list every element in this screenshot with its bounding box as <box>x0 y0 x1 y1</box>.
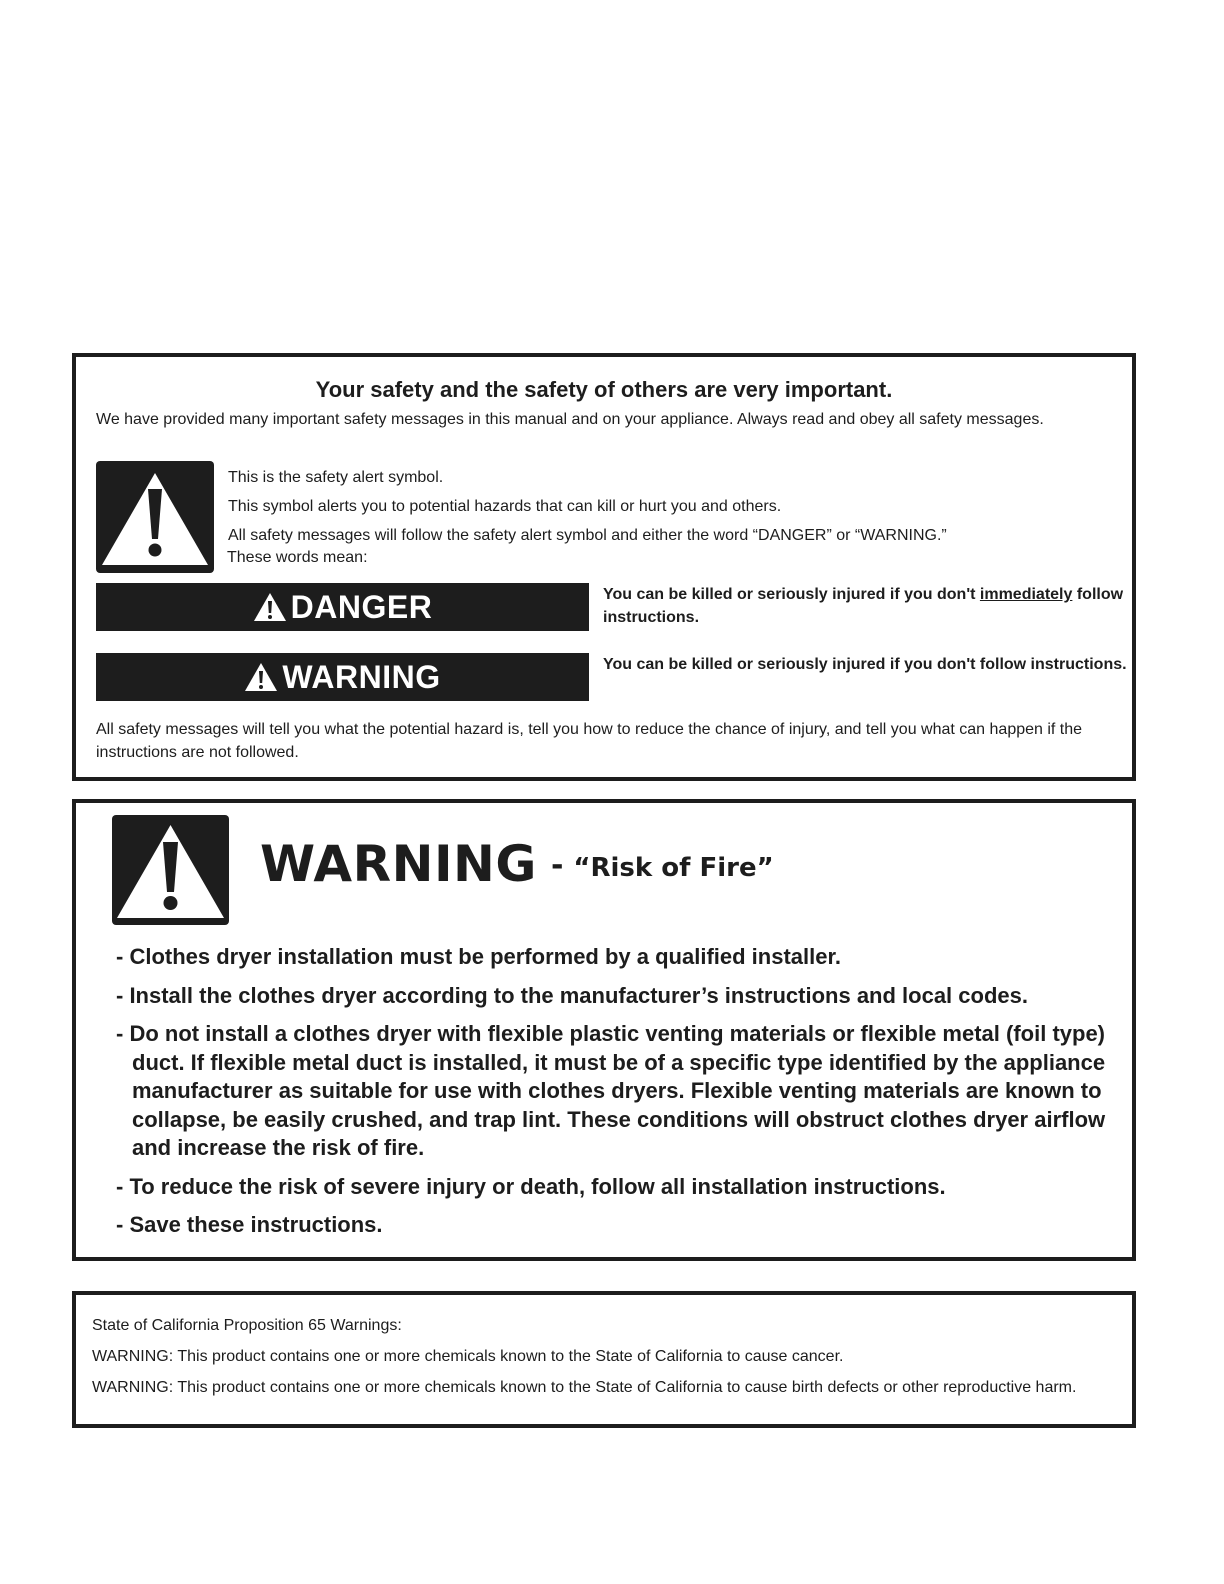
safety-info-box <box>72 353 1136 781</box>
fire-warning-box <box>72 799 1136 1261</box>
safety-intro: We have provided many important safety messages in this manual and on your appliance. Always read and obey all safety messages. <box>96 411 1044 428</box>
prop65-heading: State of California Proposition 65 Warnings: <box>92 1317 402 1334</box>
safety-title: Your safety and the safety of others are very important. <box>315 377 893 402</box>
danger-description <box>603 583 1128 629</box>
danger-signal-bar <box>96 583 589 631</box>
symbol-line-1: This is the safety alert symbol. <box>228 469 444 486</box>
list-item: - Clothes dryer installation must be performed by a qualified installer. <box>116 944 841 969</box>
symbol-line-3: All safety messages will follow the safety alert symbol and either the word “DANGER” or “WARNING.” <box>228 527 947 544</box>
safety-outro: All safety messages will tell you what the potential hazard is, tell you how to reduce the chance of injury, and tell you what can happen if the instructions are not followed. <box>96 721 1083 761</box>
prop65-warning-box <box>72 1291 1136 1428</box>
danger-desc-emphasis: immediately <box>979 586 1073 603</box>
danger-desc-end: follow instructions. <box>603 586 1124 626</box>
warning-description: You can be killed or seriously injured if you don't follow instructions. <box>603 656 1127 673</box>
safety-alert-symbol-icon <box>96 461 214 573</box>
fire-warning-title: WARNING <box>260 835 537 893</box>
fire-warning-dash: - <box>550 848 564 883</box>
list-item: - Install the clothes dryer according to the manufacturer’s instructions and local codes. <box>116 982 1028 1008</box>
symbol-line-4: These words mean: <box>227 549 368 566</box>
prop65-cancer-warning: WARNING: This product contains one or more chemicals known to the State of California to cause cancer. <box>92 1348 844 1365</box>
warning-label: WARNING <box>282 658 441 695</box>
symbol-line-2: This symbol alerts you to potential hazards that can kill or hurt you and others. <box>228 498 782 515</box>
list-item: - Do not install a clothes dryer with flexible plastic venting materials or flexible metal (foil type) duct. If flexible metal duct is installed, it must be of a specific type identified by the appliance manufacturer as suitable for use with clothes dryers. Flexible venting materials are known to collapse, be easily crushed, and trap lint. These conditions will obstruct clothes dryer airflow and increase the risk of fire. <box>116 1021 1106 1160</box>
alert-triangle-icon <box>253 592 287 622</box>
alert-triangle-icon <box>244 662 278 692</box>
list-item: - Save these instructions. <box>116 1212 383 1237</box>
fire-warning-subtitle: “Risk of Fire” <box>573 853 774 883</box>
safety-alert-symbol-icon <box>112 815 229 925</box>
fire-warning-heading <box>260 835 774 893</box>
fire-warning-list <box>116 943 1116 1250</box>
list-item: - To reduce the risk of severe injury or death, follow all installation instructions. <box>116 1173 946 1199</box>
danger-desc-start: You can be killed or seriously injured if you don't <box>603 586 980 603</box>
danger-label: DANGER <box>290 588 433 625</box>
prop65-birth-defects-warning: WARNING: This product contains one or more chemicals known to the State of California to cause birth defects or other reproductive harm. <box>92 1379 1077 1396</box>
warning-signal-bar <box>96 653 589 701</box>
